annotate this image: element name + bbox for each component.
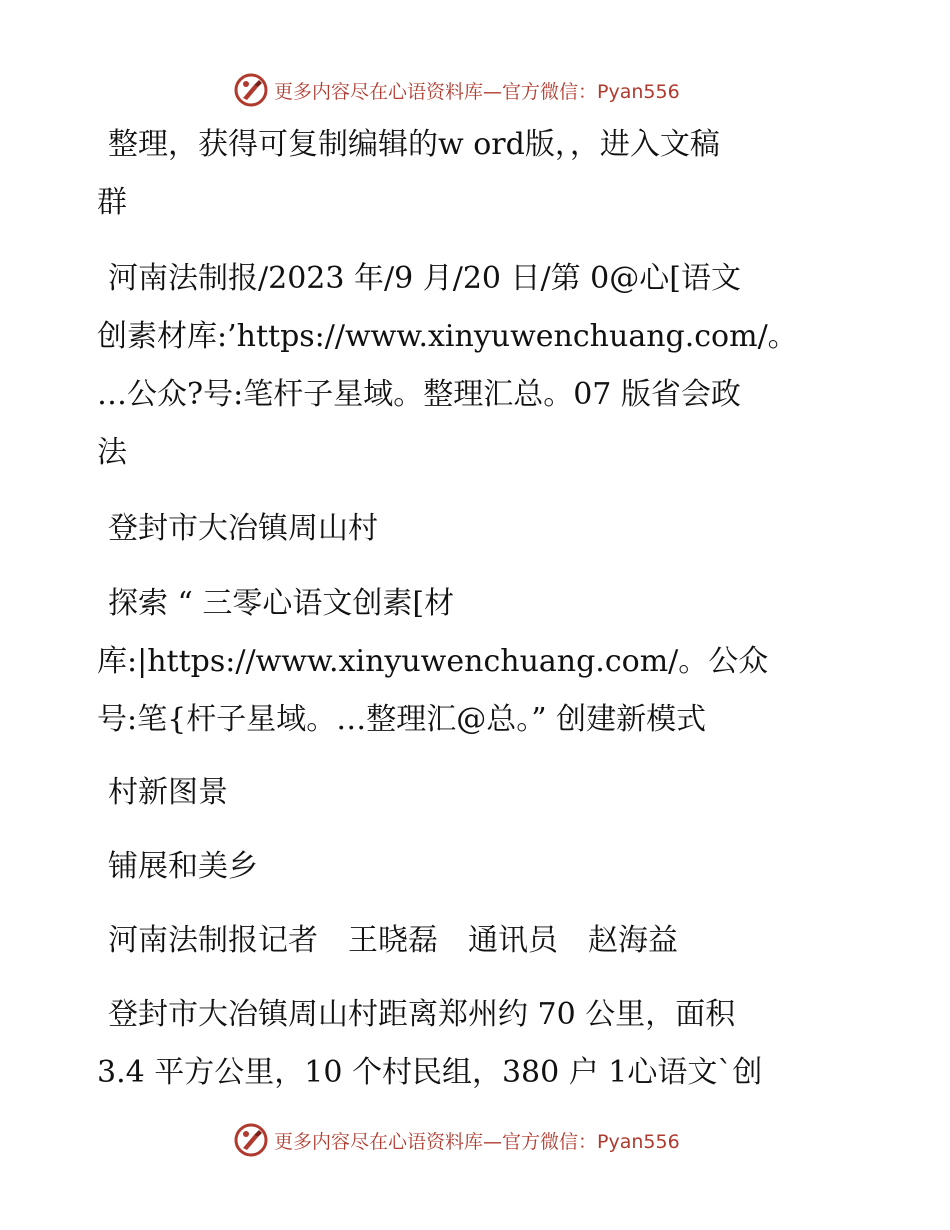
text-line: 登封市大冶镇周山村	[108, 511, 378, 546]
paragraph-1	[0, 116, 950, 232]
text-line: …公众?号:笔杆子星域。整理汇总。07 版省会政	[97, 377, 741, 412]
text-line: 3.4 平方公里，10 个村民组，380 户 1心语文`创	[97, 1055, 763, 1090]
text-line: 河南法制报记者 王晓磊 通讯员 赵海益	[108, 923, 678, 958]
paragraph-5	[0, 764, 950, 822]
pen-logo-icon	[234, 73, 268, 107]
text-line: 号:笔{杆子星域。…整理汇@总。” 创建新模式	[97, 702, 707, 737]
paragraph-4	[0, 575, 950, 749]
header-banner	[234, 70, 680, 110]
banner-text: 更多内容尽在心语资料库—官方微信：Pyan556	[274, 80, 680, 103]
text-line: 库:|https://www.xinyuwenchuang.com/。公众	[97, 644, 769, 679]
paragraph-2	[0, 250, 950, 482]
text-line: 铺展和美乡	[108, 849, 258, 884]
text-line: 整理，获得可复制编辑的w ord版，，进入文稿	[108, 127, 720, 162]
paragraph-3	[0, 500, 950, 558]
banner-text: 更多内容尽在心语资料库—官方微信：Pyan556	[274, 1130, 680, 1153]
footer-banner	[234, 1120, 680, 1160]
pen-logo-icon	[234, 1123, 268, 1157]
text-line: 探索 “ 三零心语文创素[材	[108, 586, 455, 621]
text-line: 群	[97, 185, 127, 220]
text-line: 登封市大冶镇周山村距离郑州约 70 公里，面积	[108, 997, 736, 1032]
paragraph-8	[0, 986, 950, 1102]
paragraph-6	[0, 838, 950, 896]
text-line: 河南法制报/2023 年/9 月/20 日/第 0@心[语文	[108, 261, 741, 296]
text-line: 村新图景	[108, 775, 228, 810]
text-line: 创素材库:’https://www.xinyuwenchuang.com/。	[97, 319, 798, 354]
text-line: 法	[97, 435, 127, 470]
paragraph-7	[0, 912, 950, 970]
